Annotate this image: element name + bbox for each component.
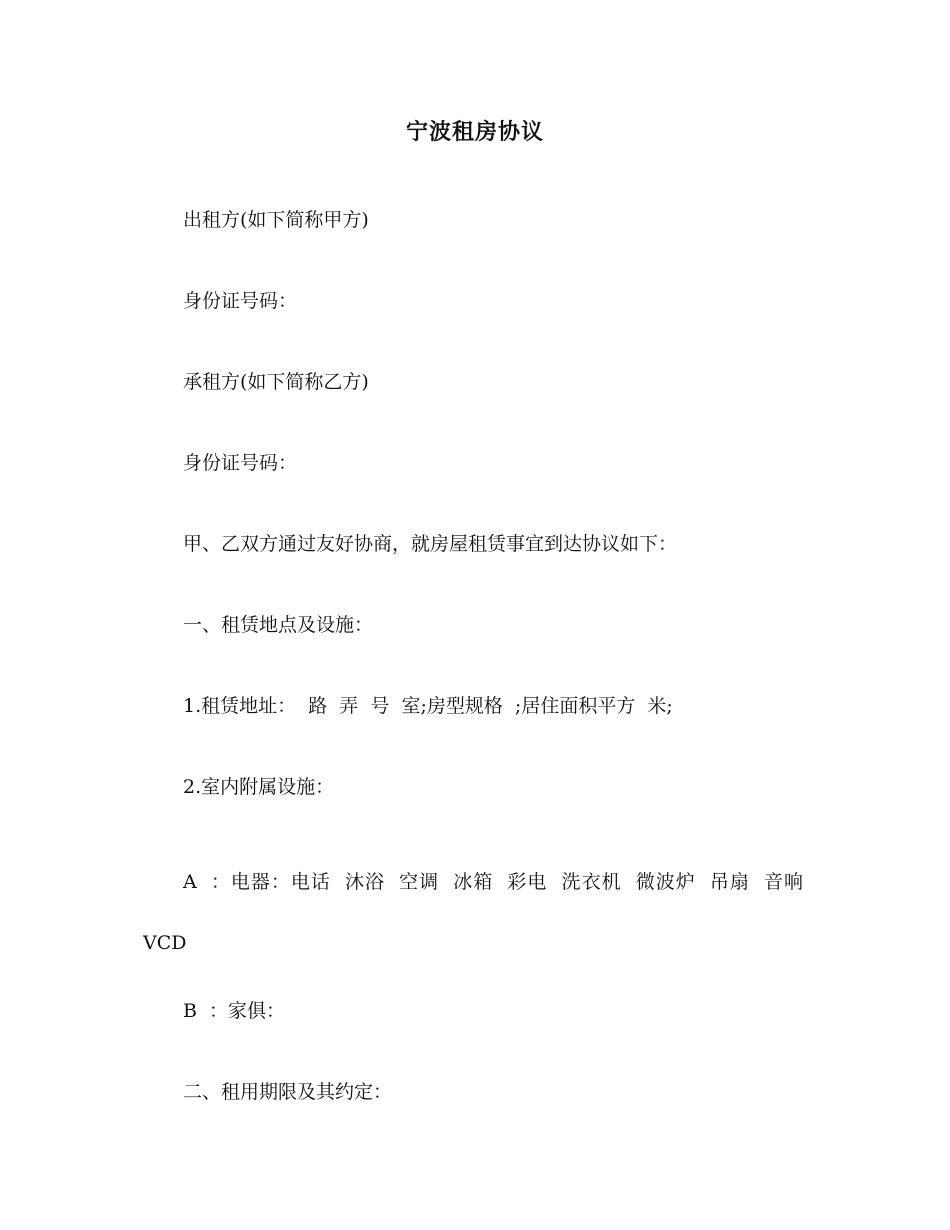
section-heading-location: 一、租赁地点及设施： xyxy=(183,614,374,636)
paragraph-agreement-intro: 甲、乙双方通过友好协商，就房屋租赁事宜到达协议如下： xyxy=(183,533,678,555)
paragraph-lessor: 出租方(如下简称甲方) xyxy=(183,209,369,231)
document-title: 宁波租房协议 xyxy=(405,119,544,145)
paragraph-lessee-id: 身份证号码： xyxy=(183,452,298,474)
paragraph-lessor-id: 身份证号码： xyxy=(183,290,298,312)
paragraph-furniture: B ：家俱： xyxy=(183,1000,286,1022)
paragraph-appliances: A ：电器：电话 沐浴 空调 冰箱 彩电 洗衣机 微波炉 吊扇 音响 VCD xyxy=(143,871,816,954)
paragraph-rental-address: 1.租赁地址： 路 弄 号 室;房型规格 ;居住面积平方 米; xyxy=(183,695,673,717)
section-heading-term: 二、租用期限及其约定： xyxy=(183,1081,393,1103)
paragraph-lessee: 承租方(如下简称乙方) xyxy=(183,371,369,393)
paragraph-facilities: 2.室内附属设施： xyxy=(183,776,335,798)
